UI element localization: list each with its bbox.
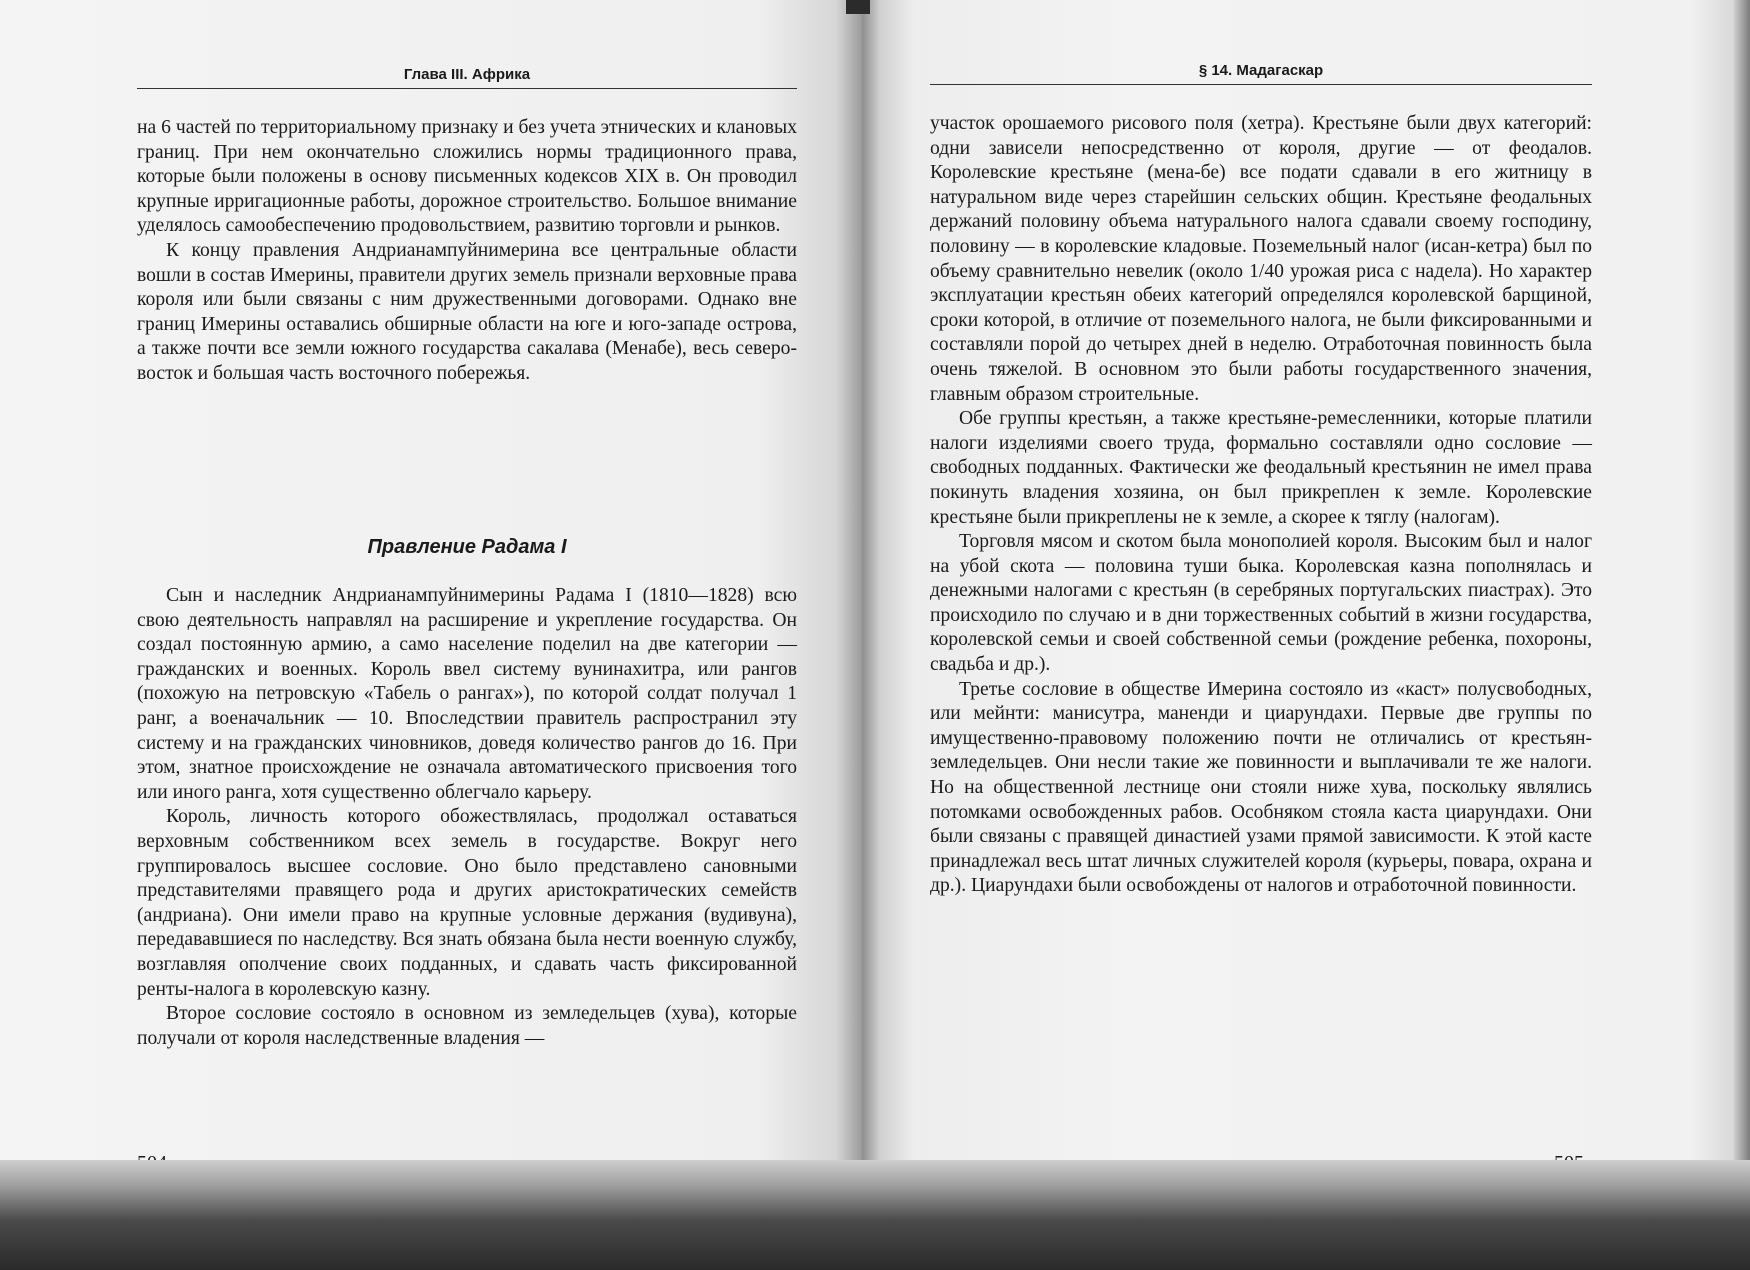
paragraph: на 6 частей по территориальному признаку и без учета этнических и клановых границ. При нем окончательно сложились нормы традиционного права, которые были положены в основу письменных кодексов XIX в. Он проводил крупные ирригационные работы, дорожное строительство. Большое внимание уделялось самообеспечению продовольствием, развитию торговли и рынков. — [137, 117, 797, 237]
left-text-bottom — [137, 584, 797, 1051]
left-page — [0, 0, 862, 1160]
paragraph: Сын и наследник Андрианампуйнимерины Радама I (1810—1828) всю свою деятельность направлял на расширение и укрепление государства. Он создал постоянную армию, а само население поделил на две категории — гражданских и военных. Король ввел систему вунинахитра, или рангов (похожую на петровскую «Табель о рангах»), по которой солдат получал 1 ранг, а военачальник — 10. Впоследствии правитель распространил эту систему и на гражданских чиновников, доведя количество рангов до 16. При этом, знатное происхождение не означала автоматического присвоения того или иного ранга, хотя существенно облегчало карьеру. — [137, 585, 797, 803]
book-spine — [846, 0, 870, 14]
running-head-left: Глава III. Африка — [137, 64, 797, 89]
paragraph: Второе сословие состояло в основном из земледельцев (хува), которые получали от короля наследственные владения — — [137, 1003, 797, 1049]
right-text — [930, 112, 1592, 899]
paragraph: Король, личность которого обожествлялась, продолжал оставаться верховным собственником всех земель в государстве. Вокруг него группировалось высшее сословие. Оно было представлено сановными представителями правящего рода и других аристократических семейств (андриана). Они имели право на крупные условные держания (вудивуна), передававшиеся по наследству. Вся знать обязана была нести военную службу, возглавляя ополчение своих подданных, и сдавать часть фиксированной ренты-налога в королевскую казну. — [137, 806, 797, 1000]
paragraph: Обе группы крестьян, а также крестьяне-ремесленники, которые платили налоги изделиями своего труда, формально составляли одно сословие — свободных подданных. Фактически же феодальный крестьянин не имел права покинуть владения хозяина, он был прикреплен к земле. Королевские крестьяне были прикреплены не к земле, а скорее к тяглу (налогам). — [930, 408, 1592, 528]
paragraph: Третье сословие в обществе Имерина состояло из «каст» полусвободных, или мейнти: манисутра, маненди и циарундахи. Первые две группы по имущественно-правовому положению почти не отличались от крестьян-земледельцев. Они несли такие же повинности и выплачивали те же налоги. Но на общественной лестнице они стояли ниже хува, поскольку являлись потомками освобожденных рабов. Особняком стояла каста циарундахи. Они были связаны с правящей династией узами прямой зависимости. К этой касте принадлежал весь штат личных служителей короля (курьеры, повара, охрана и др.). Циарундахи были освобождены от налогов и отработочной повинности. — [930, 678, 1592, 897]
paragraph: Торговля мясом и скотом была монополией короля. Высоким был и налог на убой скота — половина туши быка. Королевская казна пополнялась и денежными налогами с крестьян (в серебряных португальских пиастрах). Это происходило по случаю и в дни торжественных событий в жизни государства, королевской семьи и своей собственной семьи (рождение ребенка, похороны, свадьба и др.). — [930, 531, 1592, 676]
section-heading: Правление Радама I — [367, 536, 567, 558]
right-page — [862, 0, 1734, 1160]
page-edge — [1734, 0, 1750, 1270]
running-head-right: § 14. Мадагаскар — [930, 60, 1592, 85]
paragraph: К концу правления Андрианампуйнимерина все центральные области вошли в состав Имерины, правители других земель признали верховные права короля или были связаны с ним дружественными договорами. Однако вне границ Имерины оставались обширные области на юге и юго-западе острова, а также почти все земли южного государства сакалава (Менабе), весь северо-восток и большая часть восточного побережья. — [137, 239, 797, 384]
left-text-top — [137, 116, 797, 387]
scan-bottom-shadow — [0, 1160, 1750, 1270]
paragraph: участок орошаемого рисового поля (хетра). Крестьяне были двух категорий: одни зависели непосредственно от короля, другие — от феодалов. Королевские крестьяне (мена-бе) все подати сдавали в его житницу в натуральном виде через старейшин сельских общин. Крестьяне феодальных держаний половину объема натурального налога сдавали своему господину, половину — в королевские кладовые. Поземельный налог (исан-кетра) был по объему сравнительно невелик (около 1/40 урожая риса с надела). Но характер эксплуатации крестьян обеих категорий определялся королевской барщиной, сроки которой, в отличие от поземельного налога, не были фиксированными и составляли порой до четырех дней в неделю. Отработочная повинность была очень тяжелой. В основном это были работы государственного значения, главным образом строительные. — [930, 113, 1592, 405]
